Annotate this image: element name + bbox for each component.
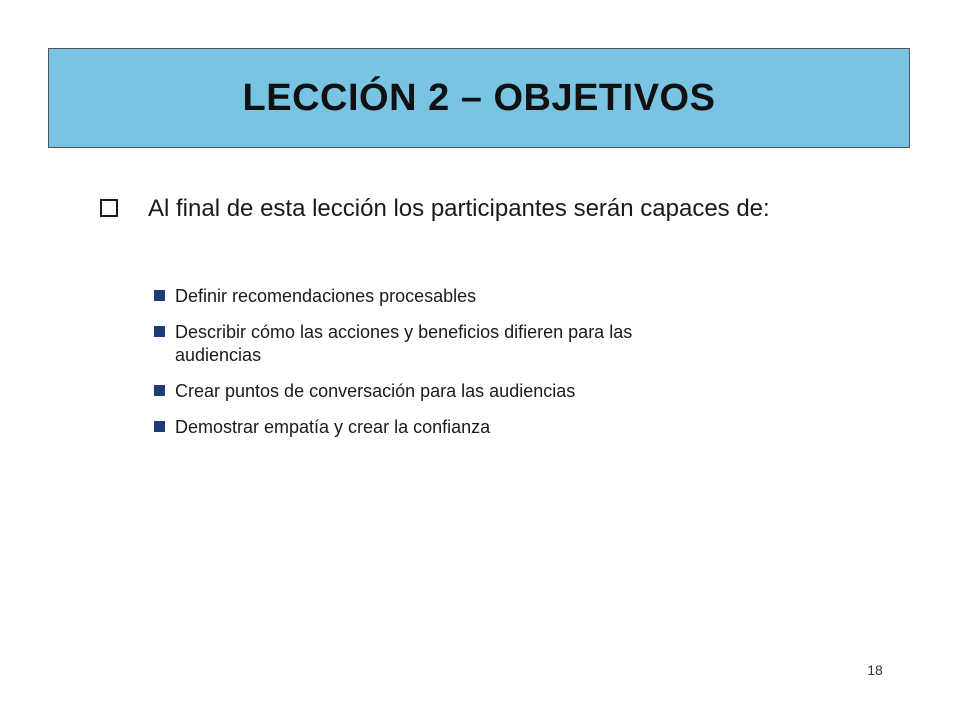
slide-title: LECCIÓN 2 – OBJETIVOS — [242, 76, 716, 119]
objective-text: Demostrar empatía y crear la confianza — [175, 417, 491, 437]
objective-text: Crear puntos de conversación para las audiencias — [175, 381, 576, 401]
objective-text: Describir cómo las acciones y beneficios difieren para las audiencias — [175, 322, 633, 365]
filled-square-bullet-icon — [154, 290, 165, 301]
intro-bullet — [100, 192, 780, 225]
title-bar — [48, 48, 910, 148]
objective-text: Definir recomendaciones procesables — [175, 286, 477, 306]
filled-square-bullet-icon — [154, 421, 165, 432]
objective-item — [154, 321, 754, 367]
hollow-square-bullet-icon — [100, 199, 118, 217]
objectives-list — [154, 285, 754, 452]
filled-square-bullet-icon — [154, 385, 165, 396]
page-number: 18 — [867, 662, 883, 678]
objective-item — [154, 285, 754, 308]
intro-text: Al final de esta lección los participantes serán capaces de: — [148, 195, 770, 222]
objective-item — [154, 416, 754, 439]
objective-item — [154, 380, 754, 403]
filled-square-bullet-icon — [154, 326, 165, 337]
